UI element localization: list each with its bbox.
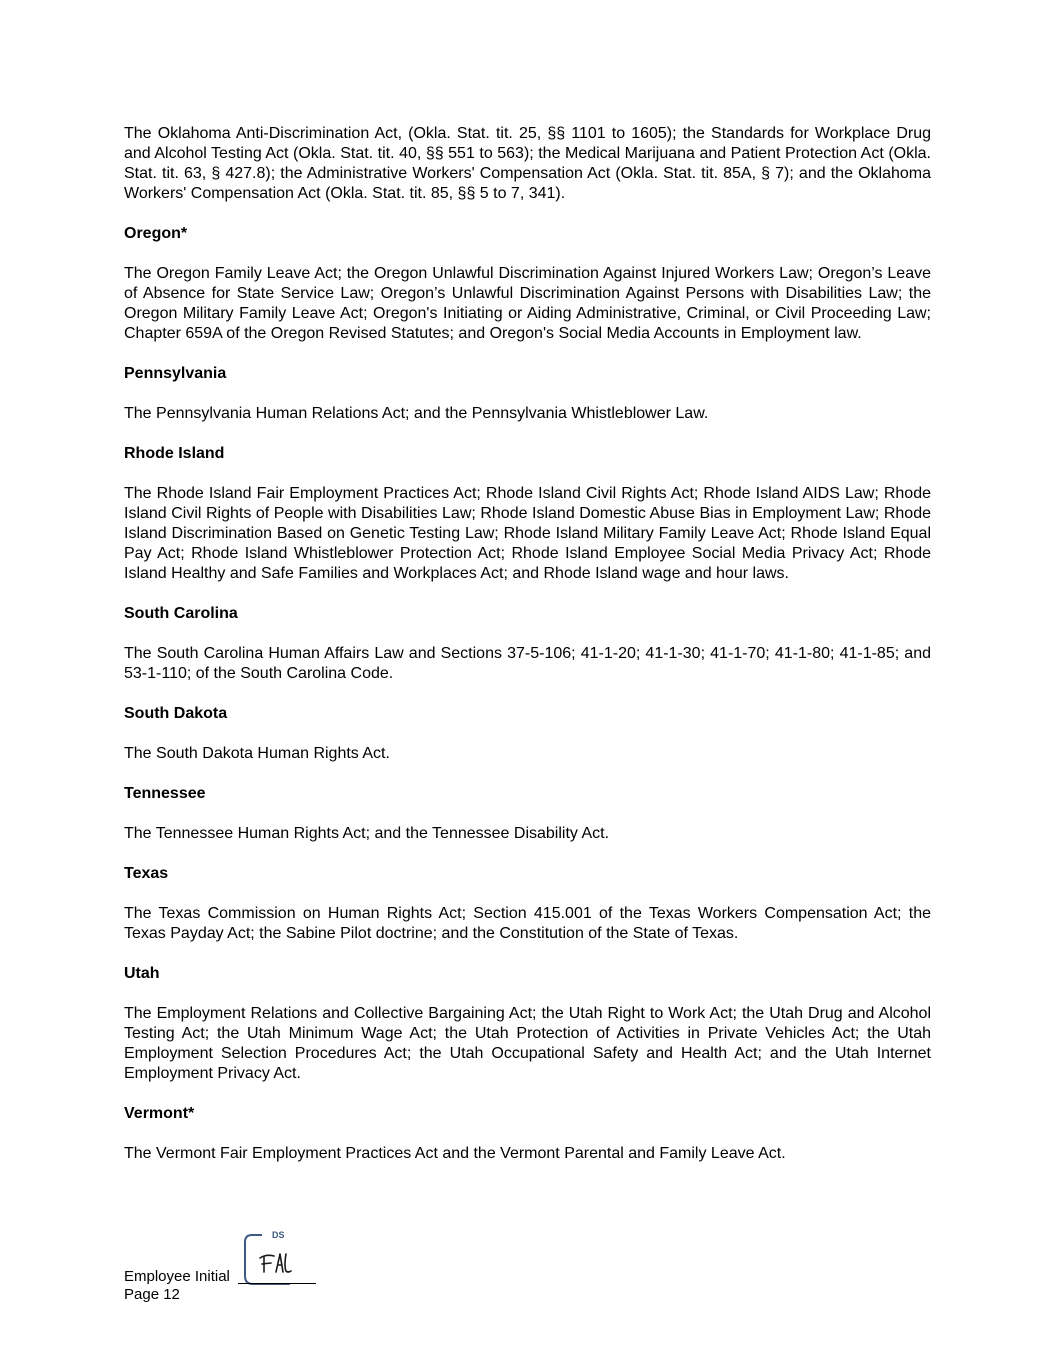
section-heading: Utah — [124, 965, 160, 982]
section-pennsylvania — [124, 364, 931, 424]
section-heading: South Carolina — [124, 605, 238, 622]
section-body: The Pennsylvania Human Relations Act; and the Pennsylvania Whistleblower Law. — [124, 405, 709, 422]
section-heading: Rhode Island — [124, 445, 225, 462]
section-south-dakota — [124, 704, 931, 764]
employee-initial-label: Employee Initial — [124, 1268, 230, 1285]
section-tennessee — [124, 784, 931, 844]
section-body: The Vermont Fair Employment Practices Act and the Vermont Parental and Family Leave Act. — [124, 1145, 786, 1162]
section-body: The Rhode Island Fair Employment Practices Act; Rhode Island Civil Rights Act; Rhode Island AIDS Law; Rhode Island Civil Rights of People with Disabilities Law; Rhode Island Domestic Abuse Bias in Employment Law; Rhode Island Discrimination Based on Genetic Testing Law; Rhode Island Military Family Leave Act; Rhode Island Equal Pay Act; Rhode Island Whistleblower Protection Act; Rhode Island Employee Social Media Privacy Act; Rhode Island Healthy and Safe Families and Workplaces Act; and Rhode Island wage and hour laws. — [124, 485, 931, 582]
section-body: The Texas Commission on Human Rights Act; Section 415.001 of the Texas Workers Compensation Act; the Texas Payday Act; the Sabine Pilot doctrine; and the Constitution of the State of Texas. — [124, 905, 931, 942]
section-heading: Vermont* — [124, 1105, 195, 1122]
section-utah — [124, 964, 931, 1084]
section-heading: Texas — [124, 865, 169, 882]
section-heading: Oregon* — [124, 225, 188, 242]
section-heading: South Dakota — [124, 705, 228, 722]
section-vermont — [124, 1104, 931, 1164]
section-texas — [124, 864, 931, 944]
docusign-initial-stamp — [242, 1226, 302, 1286]
section-body: The Employment Relations and Collective Bargaining Act; the Utah Right to Work Act; the Utah Drug and Alcohol Testing Act; the Utah Minimum Wage Act; the Utah Protection of Activities in Private Vehicles Act; the Utah Employment Selection Procedures Act; the Utah Occupational Safety and Health Act; and the Utah Internet Employment Privacy Act. — [124, 1005, 931, 1082]
section-body: The South Dakota Human Rights Act. — [124, 745, 390, 762]
section-body: The Tennessee Human Rights Act; and the Tennessee Disability Act. — [124, 825, 610, 842]
intro-paragraph: The Oklahoma Anti-Discrimination Act, (Okla. Stat. tit. 25, §§ 1101 to 1605); the Standards for Workplace Drug and Alcohol Testing Act (Okla. Stat. tit. 40, §§ 551 to 563); the Medical Marijuana and Patient Protection Act (Okla. Stat. tit. 63, § 427.8); the Administrative Workers' Compensation Act (Okla. Stat. tit. 85A, § 7); and the Oklahoma Workers' Compensation Act (Okla. Stat. tit. 85, §§ 5 to 7, 341). — [124, 125, 931, 202]
section-heading: Pennsylvania — [124, 365, 227, 382]
section-body: The Oregon Family Leave Act; the Oregon Unlawful Discrimination Against Injured Workers Law; Oregon’s Leave of Absence for State Service Law; Oregon’s Unlawful Discrimination Against Persons with Disabilities Law; the Oregon Military Family Leave Act; Oregon's Initiating or Aiding Administrative, Criminal, or Civil Proceeding Law; Chapter 659A of the Oregon Revised Statutes; and Oregon's Social Media Accounts in Employment law. — [124, 265, 931, 342]
stamp-tag: DS — [272, 1230, 285, 1240]
section-body: The South Carolina Human Affairs Law and Sections 37-5-106; 41-1-20; 41-1-30; 41-1-70; 41-1-80; 41-1-85; and 53-1-110; of the South Carolina Code. — [124, 645, 931, 682]
initials-signature — [260, 1254, 291, 1272]
page-footer — [124, 1226, 424, 1316]
stamp-bracket-icon — [245, 1235, 290, 1284]
page-number: Page 12 — [124, 1286, 180, 1303]
section-oregon — [124, 224, 931, 344]
section-rhode-island — [124, 444, 931, 584]
section-south-carolina — [124, 604, 931, 684]
initial-signature-line — [238, 1283, 316, 1284]
document-body — [124, 124, 931, 1164]
section-heading: Tennessee — [124, 785, 206, 802]
